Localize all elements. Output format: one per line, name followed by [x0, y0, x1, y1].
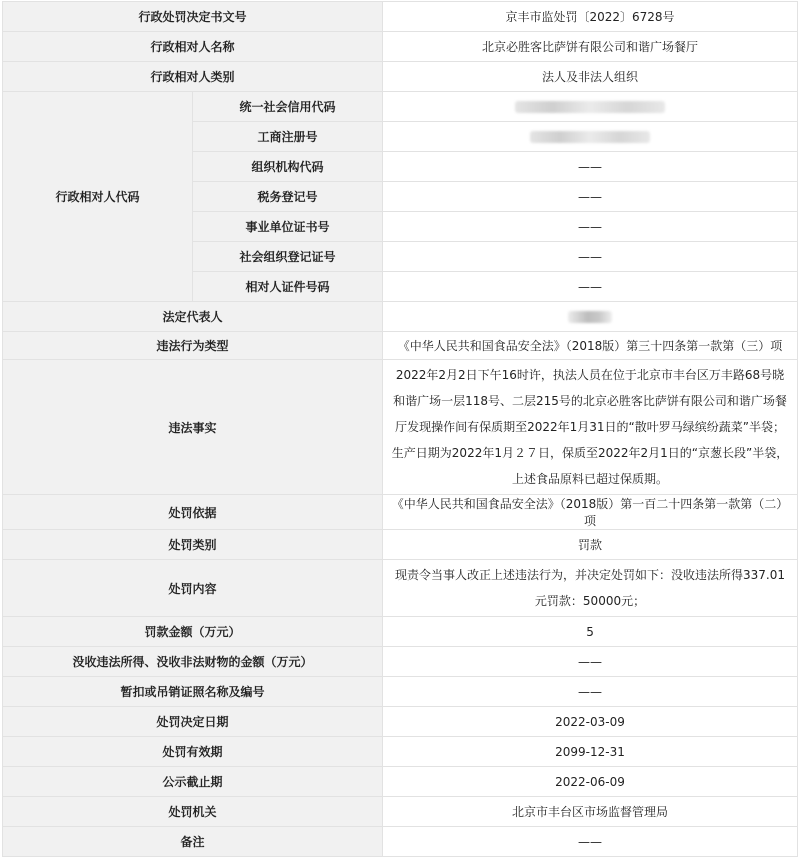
org-code-value: —— [383, 152, 798, 182]
row-credit-code [3, 92, 798, 122]
row-violation-type [3, 332, 798, 360]
penalty-basis-label: 处罚依据 [3, 495, 383, 530]
legal-rep-value [383, 302, 798, 332]
tax-reg-value: —— [383, 182, 798, 212]
valid-until-value: 2099-12-31 [383, 737, 798, 767]
penalty-info-table [2, 1, 798, 857]
party-type-value: 法人及非法人组织 [383, 62, 798, 92]
authority-label: 处罚机关 [3, 797, 383, 827]
business-reg-label: 工商注册号 [193, 122, 383, 152]
row-violation-facts [3, 360, 798, 495]
row-remarks [3, 827, 798, 857]
violation-facts-value: 2022年2月2日下午16时许，执法人员在位于北京市丰台区万丰路68号晓和谐广场一层118号、二层215号的北京必胜客比萨饼有限公司和谐广场餐厅发现操作间有保质期至2022年1月31日的“散叶罗马绿缤纷蔬菜”半袋；生产日期为2022年1月２７日，保质至2022年2月1日的“京葱长段”半袋，上述食品原料已超过保质期。 [383, 360, 798, 495]
decision-date-value: 2022-03-09 [383, 707, 798, 737]
publish-end-value: 2022-06-09 [383, 767, 798, 797]
party-name-label: 行政相对人名称 [3, 32, 383, 62]
institution-cert-label: 事业单位证书号 [193, 212, 383, 242]
fine-amount-value: 5 [383, 617, 798, 647]
confiscation-label: 没收违法所得、没收非法财物的金额（万元） [3, 647, 383, 677]
id-number-label: 相对人证件号码 [193, 272, 383, 302]
row-penalty-content [3, 560, 798, 617]
confiscation-value: —— [383, 647, 798, 677]
fine-amount-label: 罚款金额（万元） [3, 617, 383, 647]
remarks-label: 备注 [3, 827, 383, 857]
row-authority [3, 797, 798, 827]
row-legal-rep [3, 302, 798, 332]
row-party-name [3, 32, 798, 62]
tax-reg-label: 税务登记号 [193, 182, 383, 212]
penalty-content-label: 处罚内容 [3, 560, 383, 617]
license-suspend-value: —— [383, 677, 798, 707]
party-name-value: 北京必胜客比萨饼有限公司和谐广场餐厅 [383, 32, 798, 62]
penalty-category-value: 罚款 [383, 530, 798, 560]
valid-until-label: 处罚有效期 [3, 737, 383, 767]
party-code-label: 行政相对人代码 [3, 92, 193, 302]
row-valid-until [3, 737, 798, 767]
decision-date-label: 处罚决定日期 [3, 707, 383, 737]
business-reg-value [383, 122, 798, 152]
party-type-label: 行政相对人类别 [3, 62, 383, 92]
credit-code-label: 统一社会信用代码 [193, 92, 383, 122]
redacted-business-reg [530, 131, 650, 143]
social-org-cert-value: —— [383, 242, 798, 272]
authority-value: 北京市丰台区市场监督管理局 [383, 797, 798, 827]
violation-type-label: 违法行为类型 [3, 332, 383, 360]
credit-code-value [383, 92, 798, 122]
penalty-category-label: 处罚类别 [3, 530, 383, 560]
row-publish-end [3, 767, 798, 797]
doc-number-value: 京丰市监处罚〔2022〕6728号 [383, 2, 798, 32]
penalty-content-value: 现责令当事人改正上述违法行为，并决定处罚如下：没收违法所得337.01元罚款：50000元； [383, 560, 798, 617]
row-license-suspend [3, 677, 798, 707]
row-decision-date [3, 707, 798, 737]
redacted-legal-rep [568, 311, 612, 323]
row-penalty-basis [3, 495, 798, 530]
org-code-label: 组织机构代码 [193, 152, 383, 182]
doc-number-label: 行政处罚决定书文号 [3, 2, 383, 32]
legal-rep-label: 法定代表人 [3, 302, 383, 332]
violation-facts-label: 违法事实 [3, 360, 383, 495]
social-org-cert-label: 社会组织登记证号 [193, 242, 383, 272]
row-confiscation [3, 647, 798, 677]
id-number-value: —— [383, 272, 798, 302]
row-doc-number [3, 2, 798, 32]
institution-cert-value: —— [383, 212, 798, 242]
row-party-type [3, 62, 798, 92]
redacted-credit-code [515, 101, 665, 113]
publish-end-label: 公示截止期 [3, 767, 383, 797]
penalty-basis-value: 《中华人民共和国食品安全法》（2018版）第一百二十四条第一款第（二）项 [383, 495, 798, 530]
license-suspend-label: 暂扣或吊销证照名称及编号 [3, 677, 383, 707]
remarks-value: —— [383, 827, 798, 857]
violation-type-value: 《中华人民共和国食品安全法》（2018版）第三十四条第一款第（三）项 [383, 332, 798, 360]
row-penalty-category [3, 530, 798, 560]
row-fine-amount [3, 617, 798, 647]
